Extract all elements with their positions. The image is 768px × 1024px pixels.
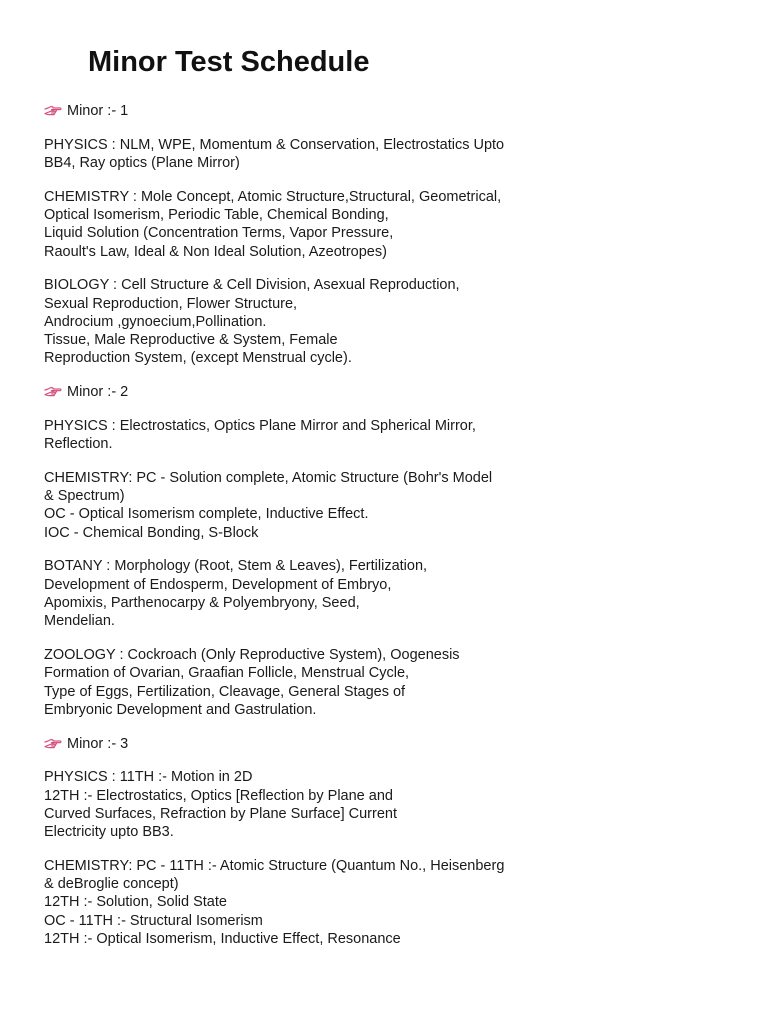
minor-3-title: Minor :- 3 <box>67 735 129 752</box>
text-line: OC - 11TH :- Structural Isomerism <box>44 912 263 929</box>
minor-1-title: Minor :- 1 <box>67 103 129 119</box>
minor-2-heading <box>44 383 744 401</box>
text-line: PHYSICS : 11TH :- Motion in 2D <box>44 769 253 786</box>
text-line: ZOOLOGY : Cockroach (Only Reproductive System), Oogenesis <box>44 646 460 663</box>
text-line: Apomixis, Parthenocarpy & Polyembryony, Seed, <box>44 594 360 611</box>
text-line: PHYSICS : NLM, WPE, Momentum & Conservation, Electrostatics Upto <box>44 136 505 153</box>
minor-2-title: Minor :- 2 <box>67 384 129 401</box>
text-line: Reproduction System, (except Menstrual cycle). <box>44 350 352 367</box>
text-line: Curved Surfaces, Refraction by Plane Surface] Current <box>44 805 397 822</box>
minor-1-biology <box>44 276 744 367</box>
text-line: 12TH :- Electrostatics, Optics [Reflection by Plane and <box>44 787 393 804</box>
text-line: Raoult's Law, Ideal & Non Ideal Solution, Azeotropes) <box>44 243 387 260</box>
minor-1-physics <box>44 136 744 173</box>
minor-3-physics <box>44 768 744 841</box>
text-line: Reflection. <box>44 436 113 453</box>
text-line: Tissue, Male Reproductive & System, Female <box>44 332 338 349</box>
minor-2-physics <box>44 417 744 454</box>
text-line: BOTANY : Morphology (Root, Stem & Leaves), Fertilization, <box>44 558 428 575</box>
page-title: Minor Test Schedule <box>88 46 370 78</box>
text-line: 12TH :- Solution, Solid State <box>44 894 227 911</box>
text-line: IOC - Chemical Bonding, S-Block <box>44 524 259 541</box>
minor-1-chemistry <box>44 188 744 261</box>
text-line: Type of Eggs, Fertilization, Cleavage, General Stages of <box>44 683 406 700</box>
text-line: & deBroglie concept) <box>44 876 179 893</box>
schedule-content <box>44 102 744 964</box>
minor-1-heading <box>44 102 744 120</box>
minor-3-heading <box>44 735 744 753</box>
text-line: & Spectrum) <box>44 488 125 505</box>
text-line: Embryonic Development and Gastrulation. <box>44 701 317 718</box>
minor-2-zoology <box>44 646 744 719</box>
text-line: CHEMISTRY: PC - 11TH :- Atomic Structure (Quantum No., Heisenberg <box>44 857 505 874</box>
text-line: Optical Isomerism, Periodic Table, Chemical Bonding, <box>44 206 389 223</box>
pointing-hand-icon <box>44 386 62 398</box>
text-line: Electricity upto BB3. <box>44 824 174 841</box>
pointing-hand-icon <box>44 105 62 117</box>
minor-3-chemistry <box>44 857 744 948</box>
text-line: OC - Optical Isomerism complete, Inductive Effect. <box>44 506 369 523</box>
text-line: 12TH :- Optical Isomerism, Inductive Effect, Resonance <box>44 930 401 947</box>
text-line: Development of Endosperm, Development of Embryo, <box>44 576 392 593</box>
text-line: BB4, Ray optics (Plane Mirror) <box>44 154 240 171</box>
text-line: Liquid Solution (Concentration Terms, Vapor Pressure, <box>44 225 394 242</box>
pointing-hand-icon <box>44 738 62 750</box>
minor-2-chemistry <box>44 469 744 542</box>
text-line: BIOLOGY : Cell Structure & Cell Division, Asexual Reproduction, <box>44 277 460 294</box>
text-line: PHYSICS : Electrostatics, Optics Plane Mirror and Spherical Mirror, <box>44 417 476 434</box>
text-line: Sexual Reproduction, Flower Structure, <box>44 295 298 312</box>
text-line: Formation of Ovarian, Graafian Follicle, Menstrual Cycle, <box>44 665 410 682</box>
text-line: Mendelian. <box>44 613 115 630</box>
text-line: CHEMISTRY: PC - Solution complete, Atomic Structure (Bohr's Model <box>44 469 493 486</box>
text-line: Androcium ,gynoecium,Pollination. <box>44 313 267 330</box>
minor-2-botany <box>44 557 744 630</box>
text-line: CHEMISTRY : Mole Concept, Atomic Structure,Structural, Geometrical, <box>44 188 502 205</box>
